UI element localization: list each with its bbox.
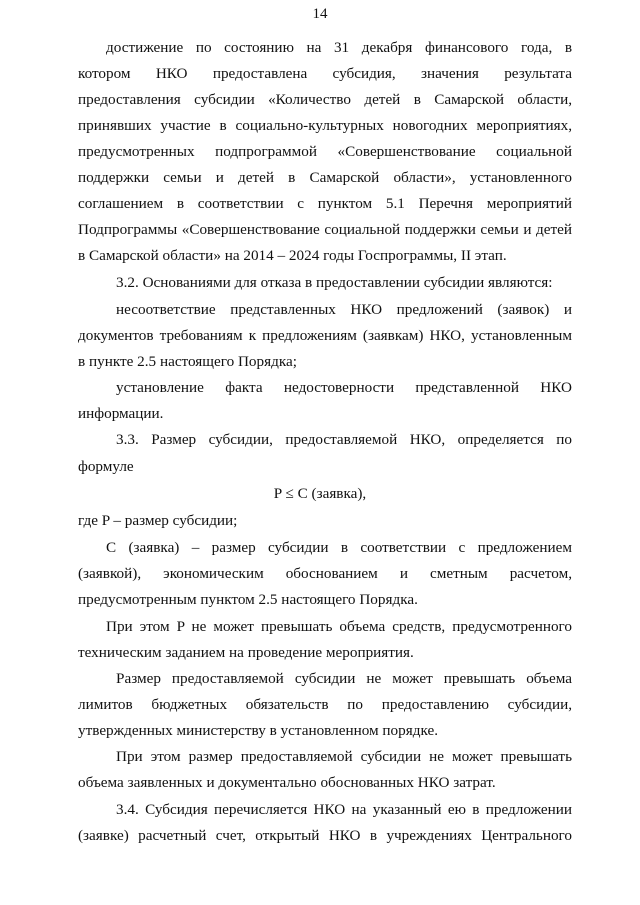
text-line-21: (заявкой), экономическим обоснованием и сметным расчетом, <box>78 565 572 582</box>
section-3-2-heading: 3.2. Основаниями для отказа в предоставлении субсидии являются: <box>116 274 553 291</box>
text-line-25: Размер предоставляемой субсидии не может превышать объема <box>116 670 572 687</box>
text-line-13: в пункте 2.5 настоящего Порядка; <box>78 353 297 370</box>
text-line-6: поддержки семьи и детей в Самарской области», установленного <box>78 169 572 186</box>
text-line-17: формуле <box>78 458 134 475</box>
text-line-27: утвержденных министерству в установленном порядке. <box>78 722 438 739</box>
text-line-1: достижение по состоянию на 31 декабря финансового года, в <box>106 39 572 56</box>
text-line-5: предусмотренных подпрограммой «Совершенствование социальной <box>78 143 572 160</box>
text-line-3: предоставления субсидии «Количество детей в Самарской области, <box>78 91 572 108</box>
section-3-3-heading: 3.3. Размер субсидии, предоставляемой НКО, определяется по <box>116 431 572 448</box>
text-line-28: При этом размер предоставляемой субсидии не может превышать <box>116 748 572 765</box>
text-line-19: где P – размер субсидии; <box>78 512 238 529</box>
text-line-12: документов требованиям к предложениям (заявкам) НКО, установленным <box>78 327 572 344</box>
text-line-29: объема заявленных и документально обоснованных НКО затрат. <box>78 774 496 791</box>
text-line-31: (заявке) расчетный счет, открытый НКО в учреждениях Центрального <box>78 827 572 844</box>
page-number: 14 <box>312 6 328 22</box>
text-line-24: техническим заданием на проведение мероприятия. <box>78 644 414 661</box>
text-line-23: При этом P не может превышать объема средств, предусмотренного <box>106 618 572 635</box>
text-line-8: Подпрограммы «Совершенствование социальной поддержки семьи и детей <box>78 221 572 238</box>
text-line-20: C (заявка) – размер субсидии в соответствии с предложением <box>106 539 572 556</box>
section-3-4-heading: 3.4. Субсидия перечисляется НКО на указанный ею в предложении <box>116 801 572 818</box>
text-line-26: лимитов бюджетных обязательств по предоставлению субсидии, <box>78 696 572 713</box>
text-line-15: информации. <box>78 405 164 422</box>
text-line-7: соглашением в соответствии с пунктом 5.1 Перечня мероприятий <box>78 195 572 212</box>
text-line-22: предусмотренным пунктом 2.5 настоящего Порядка. <box>78 591 418 608</box>
text-line-14: установление факта недостоверности представленной НКО <box>116 379 572 396</box>
text-line-2: котором НКО предоставлена субсидия, значения результата <box>78 65 572 82</box>
text-line-9: в Самарской области» на 2014 – 2024 годы Госпрограммы, II этап. <box>78 247 507 264</box>
text-line-4: принявших участие в социально-культурных новогодних мероприятиях, <box>78 117 572 134</box>
formula: P ≤ C (заявка), <box>273 485 367 502</box>
text-line-11: несоответствие представленных НКО предложений (заявок) и <box>116 301 572 318</box>
